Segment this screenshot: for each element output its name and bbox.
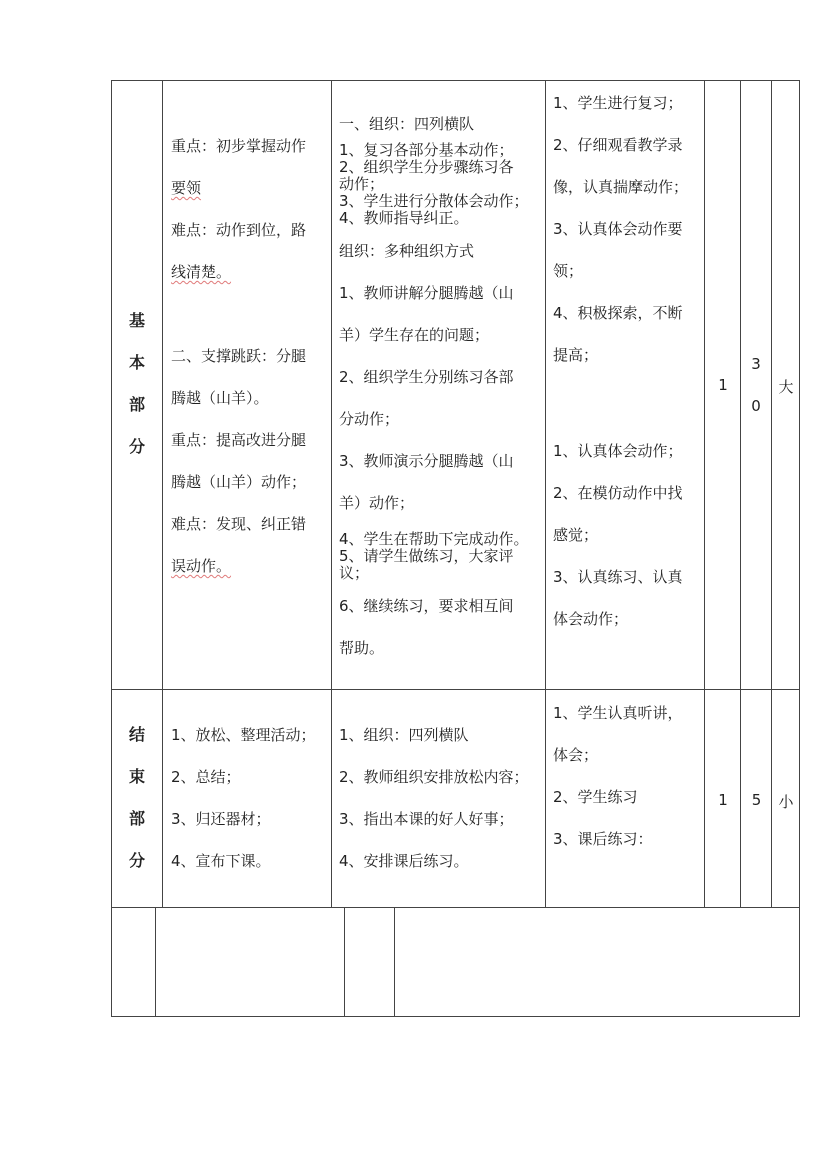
basic-teacher-steps: 1、复习各部分基本动作； 2、组织学生分步骤练习各 动作； 3、学生进行分散体会动作； 4、教师指导纠正。 — [339, 141, 529, 227]
basic-student-text-b: 1、认真体会动作； 2、在模仿动作中找 感觉； 3、认真练习、认真 体会动作； — [553, 442, 683, 628]
end-teacher-text: 1、组织：四列横队 2、教师组织安排放松内容； 3、指出本课的好人好事； 4、安排课后练习。 — [339, 726, 529, 870]
basic-teacher-methods: 组织：多种组织方式 1、教师讲解分腿腾越（山 羊）学生存在的问题； 2、组织学生分别练习各部 分动作； 3、教师演示分腿腾越（山 羊）动作； — [339, 242, 514, 512]
basic-section-label: 基 本 部 分 — [128, 311, 145, 456]
end-content-text: 1、放松、整理活动； 2、总结； 3、归还器材； 4、宣布下课。 — [171, 726, 316, 870]
footer-cell-1 — [111, 908, 156, 1017]
footer-cell-2 — [156, 908, 345, 1017]
content-line — [171, 293, 306, 335]
basic-student-text-a: 1、学生进行复习； 2、仔细观看教学录 像，认真揣摩动作； 3、认真体会动作要 领； 4、积极探索，不断 提高； — [553, 94, 689, 364]
content-line: 重点：初步掌握动作 — [171, 137, 307, 155]
end-section-label: 结 束 部 分 — [128, 725, 145, 870]
footer-cell-4 — [395, 908, 800, 1017]
content-line: 线清楚。 — [171, 263, 232, 281]
teacher-org-line: 一、组织：四列横队 — [339, 115, 475, 133]
basic-times: 1 — [718, 376, 728, 394]
content-line: 难点：发现、纠正错 — [171, 515, 307, 533]
content-line: 要领 — [171, 179, 202, 197]
basic-teacher-text — [339, 113, 474, 135]
content-line: 腾越（山羊）动作； — [171, 473, 307, 491]
end-intensity: 小 — [778, 793, 794, 811]
content-line: 二、支撑跳跃：分腿 — [171, 347, 307, 365]
basic-teacher-followup: 6、继续练习，要求相互间 帮助。 — [339, 597, 514, 657]
footer-cell-3 — [345, 908, 395, 1017]
end-student-text: 1、学生认真听讲， 体会； 2、学生练习 3、课后练习： — [553, 704, 683, 848]
end-minutes: 5 — [751, 791, 762, 809]
content-line: 难点：动作到位，路 — [171, 221, 307, 239]
basic-intensity: 大 — [778, 378, 794, 396]
content-line: 腾越（山羊）。 — [171, 389, 269, 407]
content-line: 误动作。 — [171, 557, 232, 575]
basic-teacher-practice: 4、学生在帮助下完成动作。 5、请学生做练习，大家评 议； — [339, 530, 529, 582]
basic-minutes: 3 0 — [751, 355, 761, 415]
basic-content-text — [171, 125, 306, 587]
content-line: 重点：提高改进分腿 — [171, 431, 307, 449]
end-times: 1 — [718, 791, 728, 809]
